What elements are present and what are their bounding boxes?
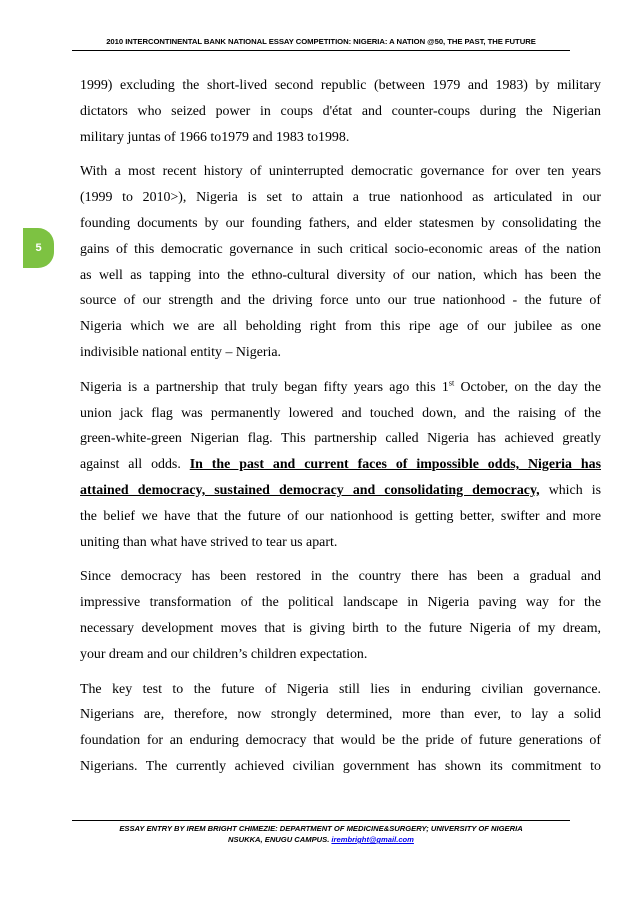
paragraph-line: Nigeria which we are all beholding right from this ripe age of our jubilee as one — [80, 319, 601, 335]
page-footer — [72, 820, 570, 845]
paragraph-2 — [80, 159, 601, 365]
paragraph-line: Nigerians are, therefore, now strongly determined, more than ever, to lay a solid — [80, 707, 601, 723]
paragraph-line: Since democracy has been restored in the country there has been a gradual and — [80, 569, 601, 585]
paragraph-line: dictators who seized power in coups d'état and counter-coups during the Nigerian — [80, 103, 601, 119]
header-rule — [72, 50, 570, 51]
page-number: 5 — [35, 242, 42, 254]
emphasis-text: attained democracy, sustained democracy and consolidating democracy, — [80, 482, 540, 498]
line-text: against all odds. — [80, 457, 190, 473]
paragraph-line: military juntas of 1966 to1979 and 1983 to1998. — [80, 129, 350, 145]
document-body — [80, 73, 601, 789]
paragraph-line: The key test to the future of Nigeria still lies in enduring civilian governance. — [80, 681, 601, 697]
paragraph-line: uniting than what have strived to tear us apart. — [80, 534, 338, 550]
paragraph-line: your dream and our children’s children expectation. — [80, 646, 368, 662]
paragraph-4 — [80, 564, 601, 667]
page-number-tab — [23, 228, 54, 268]
running-header: 2010 INTERCONTINENTAL BANK NATIONAL ESSAY COMPETITION: NIGERIA: A NATION @50, THE PAST, THE FUTURE — [106, 37, 536, 46]
line-text: which is — [539, 482, 601, 498]
paragraph-line: necessary development moves that is giving birth to the future Nigeria of my dream, — [80, 620, 601, 636]
emphasis-text: In the past and current faces of impossible odds, Nigeria has — [189, 457, 601, 473]
paragraph-line: indivisible national entity – Nigeria. — [80, 344, 281, 360]
paragraph-line: 1999) excluding the short-lived second republic (between 1979 and 1983) by military — [80, 78, 601, 93]
paragraph-line: union jack flag was permanently lowered and touched down, and the raising of the — [80, 405, 601, 421]
paragraph-line: (1999 to 2010>), Nigeria is set to attain a true nationhood as articulated in our — [80, 190, 601, 206]
paragraph-line: With a most recent history of uninterrupted democratic governance for over ten years — [80, 164, 601, 180]
paragraph-line: source of our strength and the driving force unto our true nationhood - the future of — [80, 293, 601, 309]
paragraph-line: green-white-green Nigerian flag. This partnership called Nigeria has achieved greatly — [80, 431, 601, 447]
line-text: Nigeria is a partnership that truly began fifty years ago this 1 — [80, 379, 449, 395]
paragraph-line: the belief we have that the future of our nationhood is getting better, swifter and more — [80, 508, 601, 524]
paragraph-line: as well as tapping into the ethno-cultural diversity of our nation, which has been the — [80, 267, 601, 283]
paragraph-line — [80, 478, 601, 504]
paragraph-line: foundation for an enduring democracy that would be the pride of future generations of — [80, 733, 601, 749]
paragraph-line: gains of this democratic governance in such critical socio-economic areas of the nation — [80, 241, 601, 257]
paragraph-3 — [80, 375, 601, 556]
footer-campus-line — [72, 834, 570, 845]
footer-author-line: ESSAY ENTRY BY IREM BRIGHT CHIMEZIE: DEPARTMENT OF MEDICINE&SURGERY; UNIVERSITY OF NIGERIA — [119, 824, 523, 833]
email-link[interactable]: irembright@gmail.com — [331, 835, 414, 844]
paragraph-line — [80, 375, 601, 401]
paragraph-line — [80, 452, 601, 478]
paragraph-1 — [80, 73, 601, 150]
footer-campus-text: NSUKKA, ENUGU CAMPUS. — [228, 835, 332, 844]
line-text: October, on the day the — [454, 379, 601, 395]
paragraph-line: impressive transformation of the political landscape in Nigeria paving way for the — [80, 595, 601, 611]
paragraph-line: founding documents by our founding fathers, and elder statesmen by consolidating the — [80, 215, 601, 231]
paragraph-line: Nigerians. The currently achieved civilian government has shown its commitment to — [80, 758, 601, 774]
ordinal-suffix: st — [448, 378, 455, 388]
paragraph-5 — [80, 677, 601, 780]
